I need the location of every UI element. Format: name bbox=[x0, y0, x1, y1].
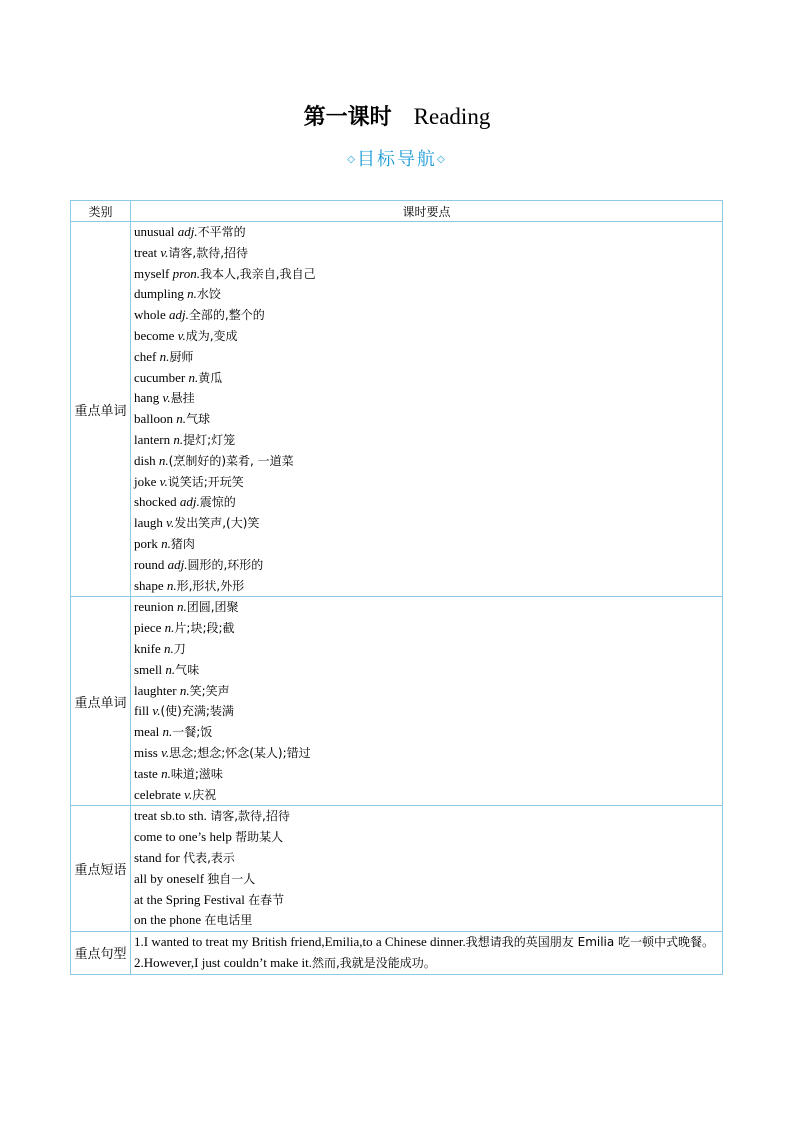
entry-term: become bbox=[134, 327, 175, 343]
list-item bbox=[134, 681, 722, 702]
header-category: 类别 bbox=[71, 201, 131, 222]
entry-term: meal bbox=[134, 724, 160, 740]
entry-meaning: 提灯;灯笼 bbox=[183, 432, 236, 447]
entry-meaning: 气球 bbox=[186, 412, 211, 427]
key-points-table bbox=[70, 200, 723, 975]
entry-part-of-speech: n. bbox=[173, 431, 184, 447]
entry-part-of-speech: v. bbox=[166, 515, 175, 531]
list-item bbox=[134, 284, 722, 305]
list-item bbox=[134, 555, 722, 576]
entry-part-of-speech: n. bbox=[165, 661, 176, 677]
entry-meaning: 请客,款待,招待 bbox=[210, 809, 290, 824]
entry-part-of-speech: n. bbox=[179, 682, 190, 698]
entry-term: hang bbox=[134, 390, 160, 406]
list-item bbox=[134, 305, 722, 326]
entry-term: treat bbox=[134, 244, 158, 260]
entry-part-of-speech: v. bbox=[160, 244, 169, 260]
entry-part-of-speech: adj. bbox=[177, 224, 198, 239]
entries-cell bbox=[131, 597, 723, 806]
sentence-1 bbox=[134, 932, 722, 953]
entry-term: balloon bbox=[134, 411, 173, 427]
sentence-2 bbox=[134, 953, 722, 974]
section-row-phrases bbox=[71, 806, 723, 932]
entry-term: piece bbox=[134, 620, 162, 636]
list-item bbox=[134, 243, 722, 264]
entry-term: reunion bbox=[134, 599, 174, 615]
diamond-left-icon: ◇ bbox=[347, 154, 357, 165]
list-item bbox=[134, 534, 722, 555]
entry-term: round bbox=[134, 556, 165, 572]
entry-term: knife bbox=[134, 640, 161, 656]
entry-term: whole bbox=[134, 307, 166, 323]
entry-term: shape bbox=[134, 577, 164, 593]
category-cell: 重点短语 bbox=[71, 806, 131, 932]
list-item bbox=[134, 388, 722, 409]
entry-meaning: 形,形状,外形 bbox=[176, 578, 245, 593]
list-item bbox=[134, 806, 722, 827]
entry-part-of-speech: n. bbox=[176, 599, 187, 615]
entries-cell bbox=[131, 222, 723, 597]
entry-term: stand for bbox=[134, 849, 180, 865]
list-item bbox=[134, 347, 722, 368]
entry-meaning: 全部的,整个的 bbox=[188, 308, 265, 323]
entry-term: come to one’s help bbox=[134, 829, 232, 845]
entry-meaning: 一餐;饭 bbox=[172, 725, 213, 740]
entry-meaning: 我本人,我亲自,我自己 bbox=[199, 266, 316, 281]
list-item bbox=[134, 910, 722, 931]
entry-part-of-speech: v. bbox=[177, 327, 186, 343]
entry-part-of-speech: n. bbox=[187, 286, 197, 302]
entry-term: all by oneself bbox=[134, 870, 205, 886]
entry-part-of-speech: n. bbox=[188, 369, 199, 385]
entry-meaning: 猪肉 bbox=[170, 536, 195, 551]
entry-part-of-speech: v. bbox=[152, 703, 161, 719]
entry-meaning: 思念;想念;怀念(某人);错过 bbox=[169, 745, 311, 760]
entry-meaning: 黄瓜 bbox=[198, 370, 223, 385]
entry-meaning: 不平常的 bbox=[197, 225, 246, 239]
entry-term: smell bbox=[134, 661, 163, 677]
entry-term: fill bbox=[134, 703, 150, 719]
subtitle-text: 目标导航 bbox=[357, 149, 437, 170]
entry-part-of-speech: n. bbox=[176, 411, 186, 427]
entry-meaning: 庆祝 bbox=[192, 787, 217, 802]
list-item bbox=[134, 368, 722, 389]
list-item bbox=[134, 785, 722, 806]
entry-part-of-speech: n. bbox=[161, 765, 171, 781]
entry-meaning: 气味 bbox=[175, 662, 200, 677]
entry-term: treat sb.to sth. bbox=[134, 808, 207, 824]
entry-term: myself bbox=[134, 265, 170, 281]
entry-part-of-speech: adj. bbox=[167, 556, 188, 572]
category-cell: 重点单词 bbox=[71, 222, 131, 597]
entry-part-of-speech: v. bbox=[162, 390, 171, 406]
entry-term: dumpling bbox=[134, 286, 184, 302]
entry-meaning: 在电话里 bbox=[204, 913, 253, 928]
section-row-sentences bbox=[71, 932, 723, 975]
list-item bbox=[134, 451, 722, 472]
title-chinese: 第一课时 bbox=[303, 105, 392, 130]
entry-part-of-speech: adj. bbox=[179, 494, 200, 510]
entry-term: lantern bbox=[134, 431, 171, 447]
entry-meaning: 团圆,团聚 bbox=[186, 600, 239, 615]
category-cell: 重点单词 bbox=[71, 597, 131, 806]
list-item bbox=[134, 409, 722, 430]
entry-part-of-speech: v. bbox=[159, 473, 168, 489]
entries-cell bbox=[131, 806, 723, 932]
entry-meaning: 代表,表示 bbox=[183, 850, 235, 865]
list-item bbox=[134, 264, 722, 285]
list-item bbox=[134, 764, 722, 785]
entry-term: joke bbox=[134, 473, 157, 489]
sentence-chinese: 然而,我就是没能成功。 bbox=[311, 955, 436, 970]
table-header-row bbox=[71, 201, 723, 222]
sentences-cell bbox=[131, 932, 723, 975]
entry-term: cucumber bbox=[134, 369, 186, 385]
entry-meaning: 悬挂 bbox=[170, 391, 195, 406]
list-item bbox=[134, 597, 722, 618]
entry-part-of-speech: pron. bbox=[172, 265, 200, 281]
entry-term: on the phone bbox=[134, 912, 202, 928]
list-item bbox=[134, 701, 722, 722]
entry-meaning: 刀 bbox=[173, 641, 186, 656]
entry-term: dish bbox=[134, 452, 156, 468]
entry-term: laughter bbox=[134, 682, 177, 698]
list-item bbox=[134, 827, 722, 848]
entry-term: miss bbox=[134, 744, 158, 760]
entry-meaning: 帮助某人 bbox=[235, 830, 284, 845]
entry-meaning: 说笑话;开玩笑 bbox=[167, 474, 244, 489]
list-item bbox=[134, 848, 722, 869]
entry-meaning: 震惊的 bbox=[199, 495, 236, 510]
list-item bbox=[134, 492, 722, 513]
section-row-words-1 bbox=[71, 222, 723, 597]
entry-meaning: 请客,款待,招待 bbox=[168, 245, 249, 260]
list-item bbox=[134, 743, 722, 764]
section-row-words-2 bbox=[71, 597, 723, 806]
entry-meaning: 圆形的,环形的 bbox=[187, 557, 264, 572]
entry-part-of-speech: v. bbox=[161, 744, 170, 760]
list-item bbox=[134, 660, 722, 681]
entry-term: pork bbox=[134, 535, 158, 551]
entry-part-of-speech: n. bbox=[159, 348, 170, 364]
entry-term: laugh bbox=[134, 515, 163, 531]
entry-meaning: 厨师 bbox=[169, 349, 194, 364]
entry-term: chef bbox=[134, 348, 157, 364]
entry-meaning: 独自一人 bbox=[207, 871, 256, 886]
section-subtitle bbox=[0, 146, 794, 174]
page-title bbox=[0, 100, 794, 135]
list-item bbox=[134, 513, 722, 534]
list-item bbox=[134, 639, 722, 660]
entry-term: celebrate bbox=[134, 786, 181, 802]
list-item bbox=[134, 576, 722, 597]
sentence-english: 2.However,I just couldn’t make it. bbox=[134, 954, 312, 970]
list-item bbox=[134, 869, 722, 890]
entry-meaning: 笑;笑声 bbox=[189, 683, 230, 698]
entry-meaning: (烹制好的)菜肴, 一道菜 bbox=[168, 453, 294, 468]
entry-part-of-speech: n. bbox=[158, 452, 169, 468]
entry-meaning: (使)充满;装满 bbox=[160, 704, 234, 719]
entry-part-of-speech: n. bbox=[163, 640, 174, 656]
list-item bbox=[134, 618, 722, 639]
entry-meaning: 水饺 bbox=[196, 287, 221, 302]
title-english: Reading bbox=[413, 104, 491, 129]
sentence-english: 1.I wanted to treat my British friend,Emilia,to a Chinese dinner. bbox=[134, 934, 466, 950]
list-item bbox=[134, 890, 722, 911]
diamond-right-icon: ◇ bbox=[437, 154, 447, 165]
list-item bbox=[134, 222, 722, 243]
list-item bbox=[134, 722, 722, 743]
entry-term: taste bbox=[134, 765, 158, 781]
entry-term: unusual bbox=[134, 224, 175, 239]
entry-term: at the Spring Festival bbox=[134, 891, 245, 907]
entry-part-of-speech: n. bbox=[161, 535, 171, 551]
list-item bbox=[134, 326, 722, 347]
entry-part-of-speech: n. bbox=[166, 577, 177, 593]
entry-meaning: 味道;滋味 bbox=[170, 766, 223, 781]
entry-part-of-speech: n. bbox=[162, 724, 173, 740]
entry-part-of-speech: n. bbox=[164, 620, 175, 636]
entry-part-of-speech: adj. bbox=[169, 307, 189, 323]
entry-part-of-speech: v. bbox=[184, 786, 193, 802]
entry-meaning: 发出笑声,(大)笑 bbox=[174, 516, 260, 531]
entry-meaning: 成为,变成 bbox=[185, 328, 238, 343]
entry-meaning: 在春节 bbox=[248, 892, 285, 907]
entry-term: shocked bbox=[134, 494, 177, 510]
entry-meaning: 片;块;段;截 bbox=[174, 621, 235, 636]
header-key-points: 课时要点 bbox=[131, 201, 723, 222]
category-cell: 重点句型 bbox=[71, 932, 131, 975]
list-item bbox=[134, 430, 722, 451]
sentence-chinese: 我想请我的英国朋友 Emilia 吃一顿中式晚餐。 bbox=[465, 935, 715, 950]
list-item bbox=[134, 472, 722, 493]
